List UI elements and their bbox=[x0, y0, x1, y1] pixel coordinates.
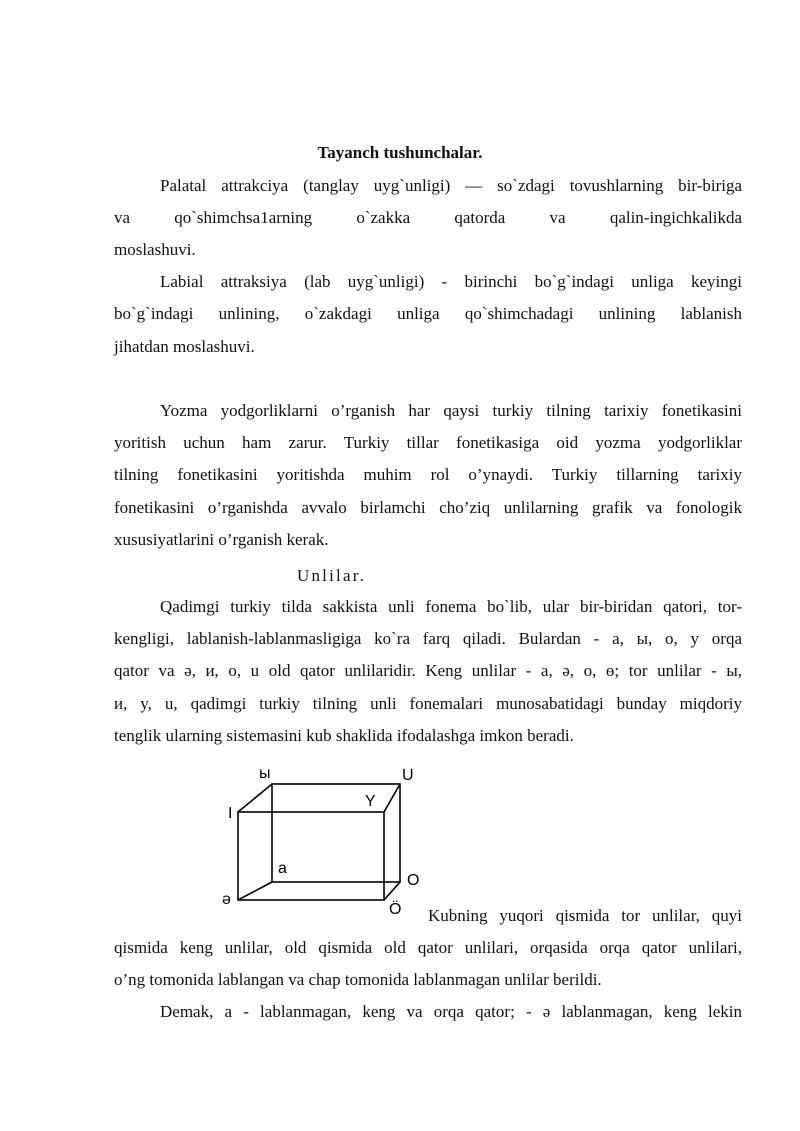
cube-label-top-back-right: U bbox=[402, 767, 414, 784]
paragraph-line: kengligi, lablanish-lablanmasligiga ko`ra farq qiladi. Bulardan - a, ы, o, y orqa bbox=[114, 629, 742, 648]
section-heading: Unlilar. bbox=[297, 566, 367, 585]
cube-label-top-front-right: Y bbox=[365, 793, 376, 810]
cube-edge bbox=[384, 882, 400, 900]
paragraph-line: fonetikasini o’rganishda avvalo birlamchi cho’ziq unlilarning grafik va fonologik bbox=[114, 498, 742, 517]
paragraph-line: o’ng tomonida lablangan va chap tomonida lablanmagan unlilar berildi. bbox=[114, 970, 602, 989]
cube-edge bbox=[384, 784, 400, 812]
paragraph-line: и, y, u, qadimgi turkiy tilning unli fonemalari munosabatidagi bunday miqdoriy bbox=[114, 694, 742, 713]
cube-edge bbox=[238, 784, 272, 812]
paragraph-line: va qo`shimchsa1arning o`zakka qatorda va qalin-ingichkalikda bbox=[114, 208, 742, 227]
paragraph-line: tenglik ularning sistemasini kub shaklida ifodalashga imkon beradi. bbox=[114, 726, 574, 745]
cube-back-face bbox=[272, 784, 400, 882]
paragraph-line: bo`g`indagi unlining, o`zakdagi unliga qo`shimchadagi unlining lablanish bbox=[114, 304, 742, 323]
paragraph-line: Demak, a - lablanmagan, keng va orqa qator; - ə lablanmagan, keng lekin bbox=[160, 1002, 742, 1021]
cube-label-bottom-front-left: ə bbox=[222, 891, 231, 908]
paragraph-line: Qadimgi turkiy tilda sakkista unli fonema bo`lib, ular bir-biridan qatori, tor- bbox=[160, 597, 742, 616]
paragraph-line: Labial attraksiya (lab uyg`unligi) - birinchi bo`g`indagi unliga keyingi bbox=[160, 272, 742, 291]
cube-front-face bbox=[238, 812, 384, 900]
cube-label-top-back-left: ы bbox=[259, 765, 271, 782]
paragraph-line: Yozma yodgorliklarni o’rganish har qaysi turkiy tilning tarixiy fonetikasini bbox=[160, 401, 742, 420]
paragraph-line: xususiyatlarini o’rganish kerak. bbox=[114, 530, 329, 549]
vowel-cube-diagram bbox=[218, 760, 438, 920]
paragraph-line: moslashuvi. bbox=[114, 240, 196, 259]
cube-label-bottom-front-right: Ö bbox=[389, 901, 402, 918]
cube-label-bottom-back-left: a bbox=[278, 860, 287, 877]
document-title: Tayanch tushunchalar. bbox=[317, 143, 483, 162]
paragraph-line: tilning fonetikasini yoritishda muhim rol o’ynaydi. Turkiy tillarning tarixiy bbox=[114, 465, 742, 484]
paragraph-line: qismida keng unlilar, old qismida old qator unlilari, orqasida orqa qator unlilari, bbox=[114, 938, 742, 957]
paragraph-line: Kubning yuqori qismida tor unlilar, quyi bbox=[428, 906, 742, 925]
cube-edge bbox=[238, 882, 272, 900]
cube-label-top-front-left: I bbox=[228, 805, 233, 822]
paragraph-line: Palatal attrakciya (tanglay uyg`unligi) — so`zdagi tovushlarning bir-biriga bbox=[160, 176, 742, 195]
cube-label-bottom-back-right: O bbox=[407, 872, 420, 889]
paragraph-line: yoritish uchun ham zarur. Turkiy tillar fonetikasiga oid yozma yodgorliklar bbox=[114, 433, 742, 452]
paragraph-line: jihatdan moslashuvi. bbox=[114, 337, 255, 356]
paragraph-line: qator va ə, и, o, u old qator unlilaridir. Keng unlilar - a, ə, o, ɵ; tor unlilar - ы, bbox=[114, 661, 742, 680]
